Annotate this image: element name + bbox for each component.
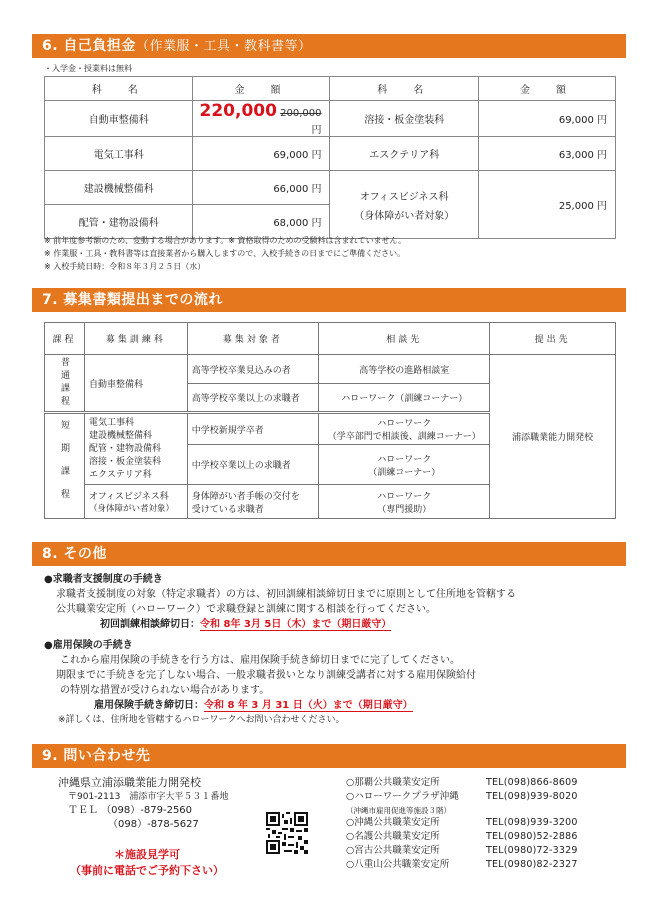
tel-line: [58, 804, 228, 818]
flow-header: 募集訓練科: [84, 323, 187, 355]
school-contact: [58, 776, 228, 832]
item-text: 公共職業安定所（ハローワーク）で求職登録と訓練に関する相談を行ってください。: [56, 604, 436, 615]
fees-note: ※ 作業服・工具・教科書等は直接業者から購入しますので、入校手続きの日までにご準備ください。: [44, 249, 406, 258]
office-subject-line: オフィスビジネス科: [88, 492, 169, 502]
flow-header: 課程: [45, 323, 85, 355]
section8-title: 8. その他: [42, 546, 107, 562]
qr-code-icon: [266, 812, 308, 854]
section7-header: [32, 288, 626, 312]
office-tel: TEL(0980)82-2327: [486, 859, 578, 871]
office-tel: TEL(098)939-3200: [486, 816, 578, 828]
flow-consult: ハローワーク（訓練コーナー）: [319, 384, 490, 413]
flow-target: [187, 485, 318, 519]
regular-subject: 自動車整備科: [84, 355, 187, 413]
deadline-label: 雇用保険手続き締切日：: [94, 700, 204, 711]
deadline-label: 初回訓練相談締切日：: [100, 619, 200, 630]
flow-row: [45, 355, 616, 384]
job-seeker-support: [44, 572, 516, 632]
short-subject: 電気工事科: [88, 417, 134, 428]
office-tel: TEL(098)939-8020: [486, 791, 578, 803]
flow-header-row: [45, 323, 616, 355]
employment-insurance: [44, 638, 476, 728]
flow-header: 相談先: [319, 323, 490, 355]
course-regular: 普通課程: [45, 355, 85, 413]
flow-target: 中学校新規学卒者: [187, 413, 318, 445]
item-text: 期限までに手続きを完了しない場合、一般求職者扱いとなり訓練受講者に対する雇用保険給付: [56, 670, 476, 681]
flow-table: [44, 322, 616, 519]
fee-amount: 68,000 円: [193, 205, 330, 239]
section6-title: 6. 自己負担金: [42, 38, 136, 54]
section6-subtitle: （作業服・工具・教科書等）: [135, 39, 312, 54]
fees-header: 科 名: [330, 77, 478, 101]
office-row: [346, 805, 626, 816]
office-name: ○ハローワークプラザ沖縄: [346, 791, 459, 803]
fee-amount: 69,000 円: [478, 101, 615, 137]
office-row: [346, 776, 626, 790]
deadline-line: [44, 617, 516, 632]
tel-label: ＴＥＬ: [68, 805, 98, 816]
deadline-date: 令和 8年 3月 5日（木）まで（期日厳守）: [200, 619, 392, 630]
deadline-date: 令和 8 年 3 月 31 日（火）まで（期日厳守）: [204, 700, 413, 711]
fees-note: ※ 前年度参考額のため、変動する場合があります。※ 資格取得のための受験料は含まれていません。: [44, 236, 407, 245]
submit-to: 浦添職業能力開発校: [490, 355, 616, 519]
tel-number: （098）-879-2560: [101, 805, 193, 816]
flow-consult: [319, 485, 490, 519]
flow-target: 高等学校卒業見込みの者: [187, 355, 318, 384]
visit-line: ＊施設見学可: [114, 848, 180, 861]
short-subject: 建設機械整備科: [88, 430, 152, 441]
office-tel: TEL(098)866-8609: [486, 777, 578, 788]
subject-name: 溶接・板金塗装科: [330, 101, 478, 137]
yen-unit: 円: [311, 125, 322, 136]
section9-title: 9. 問い合わせ先: [42, 748, 151, 764]
fees-notes: [44, 234, 406, 273]
short-subject: 溶接・板金塗装科: [88, 456, 161, 467]
office-name: ○沖縄公共職業安定所: [346, 816, 440, 828]
subject-name: 自動車整備科: [45, 101, 193, 137]
fees-header: 金 額: [478, 77, 615, 101]
section7-title: 7. 募集書類提出までの流れ: [42, 292, 223, 308]
school-address: 〒901-2113 浦添市字大平５３１番地: [68, 792, 229, 802]
item-text: の特別な措置が受けられない場合があります。: [60, 685, 270, 696]
office-name: ○八重山公共職業安定所: [346, 859, 450, 871]
free-tuition-note: ・入学金・授業料は無料: [44, 64, 132, 73]
office-row: [346, 830, 626, 844]
flow-target: 高等学校卒業以上の求職者: [187, 384, 318, 413]
short-subjects: [84, 413, 187, 485]
fees-table: [44, 76, 616, 239]
item-text: これから雇用保険の手続きを行う方は、雇用保険手続き締切日までに完了してください。: [60, 655, 460, 666]
consult-line: ハローワーク: [377, 419, 432, 429]
section8-header: [32, 542, 626, 566]
subject-name: [330, 171, 478, 239]
short-subject: 配管・建物設備科: [88, 443, 161, 454]
office-tel: TEL(0980)52-2886: [486, 830, 578, 842]
office-row: [346, 816, 626, 830]
flow-consult: 高等学校の進路相談室: [319, 355, 490, 384]
office-name: ○名護公共職業安定所: [346, 830, 440, 842]
consult-line: ハローワーク: [377, 491, 432, 502]
target-line: 受けている求職者: [191, 504, 264, 515]
section6-header: [32, 34, 626, 58]
fee-amount: 66,000 円: [193, 171, 330, 205]
consult-line: （専門援助）: [377, 504, 432, 515]
fees-row: [45, 101, 616, 137]
section9-header: [32, 744, 626, 768]
flow-consult: [319, 445, 490, 485]
fees-row: [45, 137, 616, 171]
consult-line: （学卒部門で相談後、訓練コーナー）: [327, 432, 481, 442]
office-row: [346, 844, 626, 858]
footnote: ※詳しくは、住所地を管轄するハローワークへお問い合わせください。: [58, 715, 345, 725]
deadline-line: [44, 698, 476, 713]
office-name: ○那覇公共職業安定所: [346, 777, 440, 788]
office-subject-line: （身体障がい者対象）: [88, 504, 174, 514]
new-fee: 220,000: [199, 101, 277, 121]
office-subject-note: （身体障がい者対象）: [354, 210, 455, 222]
consult-line: （訓練コーナー）: [368, 467, 441, 478]
subject-name: エスクテリア科: [330, 137, 478, 171]
office-subject-label: オフィスビジネス科: [359, 191, 449, 203]
consult-line: ハローワーク: [377, 454, 432, 465]
short-subject: エクステリア科: [88, 469, 152, 480]
fees-row: [45, 171, 616, 205]
flow-header: 募集対象者: [187, 323, 318, 355]
course-short: 短期課程: [45, 413, 85, 519]
item-title: ●求職者支援制度の手続き: [44, 574, 163, 585]
subject-name: 配管・建物設備科: [45, 205, 193, 239]
fees-header-row: [45, 77, 616, 101]
tel-number: （098）-878-5627: [108, 819, 199, 830]
item-title: ●雇用保険の手続き: [44, 640, 133, 651]
subject-name: 電気工事科: [45, 137, 193, 171]
flow-header: 提出先: [490, 323, 616, 355]
fee-amount: 63,000 円: [478, 137, 615, 171]
facility-visit-notice: [52, 847, 242, 879]
school-name: 沖縄県立浦添職業能力開発校: [58, 776, 201, 789]
office-tel: TEL(0980)72-3329: [486, 845, 578, 857]
flow-consult: [319, 413, 490, 445]
office-row: [346, 790, 626, 804]
fee-amount: [193, 101, 330, 137]
old-fee: 200,000: [280, 108, 322, 119]
fees-note: ※ 入校手続日時：令和８年３月２５日（水）: [44, 262, 206, 271]
office-row: [346, 858, 626, 872]
flow-target: 中学校卒業以上の求職者: [187, 445, 318, 485]
subject-name: 建設機械整備科: [45, 171, 193, 205]
office-name: （沖縄市雇用促進等施設３階）: [346, 805, 451, 815]
item-text: 求職者支援制度の対象（特定求職者）の方は、初回訓練相談締切日までに原則として住所地を管轄する: [56, 589, 516, 600]
fees-header: 金 額: [193, 77, 330, 101]
target-line: 身体障がい者手帳の交付を: [191, 491, 300, 502]
fee-amount: 25,000 円: [478, 171, 615, 239]
office-subject: [84, 485, 187, 519]
fee-amount: 69,000 円: [193, 137, 330, 171]
visit-line: （事前に電話でご予約下さい）: [70, 864, 224, 877]
hellowork-list: [346, 776, 626, 873]
office-name: ○宮古公共職業安定所: [346, 845, 440, 857]
fees-header: 科 名: [45, 77, 193, 101]
